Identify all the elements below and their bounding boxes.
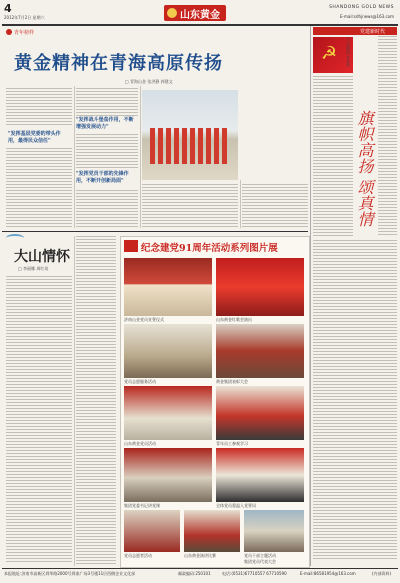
gallery-caption: 党员志愿服务活动 (124, 379, 156, 384)
gallery-caption: 山东黄金演讲比赛 (184, 553, 216, 558)
right-tag: 党建新时代 (360, 29, 386, 35)
masthead-rule (2, 24, 398, 26)
gallery-photo (124, 258, 212, 316)
footer-rule (2, 568, 398, 569)
right-text (313, 240, 397, 560)
gallery-flag-icon (124, 240, 138, 252)
paper-name: 山东黄金 (180, 10, 220, 21)
column-divider (74, 86, 75, 228)
gallery-photo (216, 324, 304, 378)
article-text (76, 236, 116, 564)
worker-figures (150, 128, 230, 164)
column-divider (140, 86, 141, 228)
right-author: □ 张建国 齐金华 (346, 36, 351, 68)
footer-email: E-mail:86581954@163.com (300, 571, 356, 576)
gallery-photo (216, 448, 304, 502)
wave-decoration (6, 234, 24, 242)
column-divider (74, 236, 75, 566)
footer-distribution: (内部资料) (372, 571, 392, 576)
gallery-caption: 全体党员重温入党誓词 (216, 503, 256, 508)
right-text (313, 76, 353, 236)
gallery-caption: 山东黄金党员活动 (124, 441, 156, 446)
footer-phone: 电话:(0531)67710557 67710590 (222, 571, 287, 576)
article-text (76, 134, 138, 168)
gallery-photo (124, 448, 212, 502)
subhead-2: "发挥战斗堡垒作用，不断增强发展动力" (76, 117, 134, 130)
paper-logo-emblem (167, 8, 177, 18)
subhead-3: "发挥党员干部的先锋作用，不断开创新局面" (76, 171, 129, 184)
gallery-photo (184, 510, 240, 552)
article-text (76, 88, 138, 116)
gallery-photo (216, 386, 304, 440)
calligraphy-title: 旗帜高扬 颂真情 (355, 110, 374, 228)
bottom-title: 大山情怀 (14, 249, 70, 265)
article-text (242, 184, 308, 228)
column-divider (310, 26, 311, 566)
footer-address: 本报地址:济南市高新区舜华路2000号舜泰广场3号楼11层西侧企业文化部 (4, 571, 136, 576)
gallery-photo (216, 258, 304, 316)
gallery-caption: 黄金集团表彰大会 (216, 379, 248, 384)
column-divider (240, 180, 241, 228)
section-rule (2, 231, 308, 232)
gallery-title: 纪念建党91周年活动系列图片展 (141, 243, 278, 254)
gallery-caption: 济南山金党员宣誓仪式 (124, 317, 164, 322)
gallery-caption: 山东黄金红歌会演出 (216, 317, 252, 322)
article-text (142, 184, 238, 228)
gallery-caption: 集团党员代表大会 (244, 559, 276, 564)
gallery-caption: 党员干部主题活动 (244, 553, 276, 558)
gallery-photo (244, 510, 304, 552)
date-line: 2012年7月2日 星期六 (4, 15, 45, 20)
article-text (6, 276, 72, 564)
right-text (378, 36, 397, 236)
article-text (6, 88, 72, 126)
article-text (76, 190, 138, 228)
gallery-photo (124, 324, 212, 378)
headline: 黄金精神在青海高原传扬 (14, 53, 223, 74)
gallery-caption: 集团党委书记讲党课 (124, 503, 160, 508)
page-number: 4 (4, 2, 12, 15)
english-name: SHANDONG GOLD NEWS (329, 5, 394, 10)
gallery-photo (124, 510, 180, 552)
masthead-email: E-mail:sdhjnews@163.com (340, 14, 394, 19)
subhead-1: "发挥基层党委的带头作用，最得民众信任" (8, 131, 61, 144)
gallery-caption: 党员志愿者活动 (124, 553, 152, 558)
article-text (6, 148, 72, 228)
footer-postcode: 邮政编码:250101 (178, 571, 211, 576)
section-tag-label: 青年榜样 (14, 30, 35, 36)
byline: □ 青海山金 张洪静 郭建文 (125, 79, 173, 84)
party-emblem-icon: ☭ (321, 43, 338, 64)
section-tag (6, 29, 12, 35)
gallery-photo (124, 386, 212, 440)
bottom-byline: □ 李丽娜 周红英 (18, 266, 49, 271)
gallery-caption: 青年员工参观学习 (216, 441, 248, 446)
